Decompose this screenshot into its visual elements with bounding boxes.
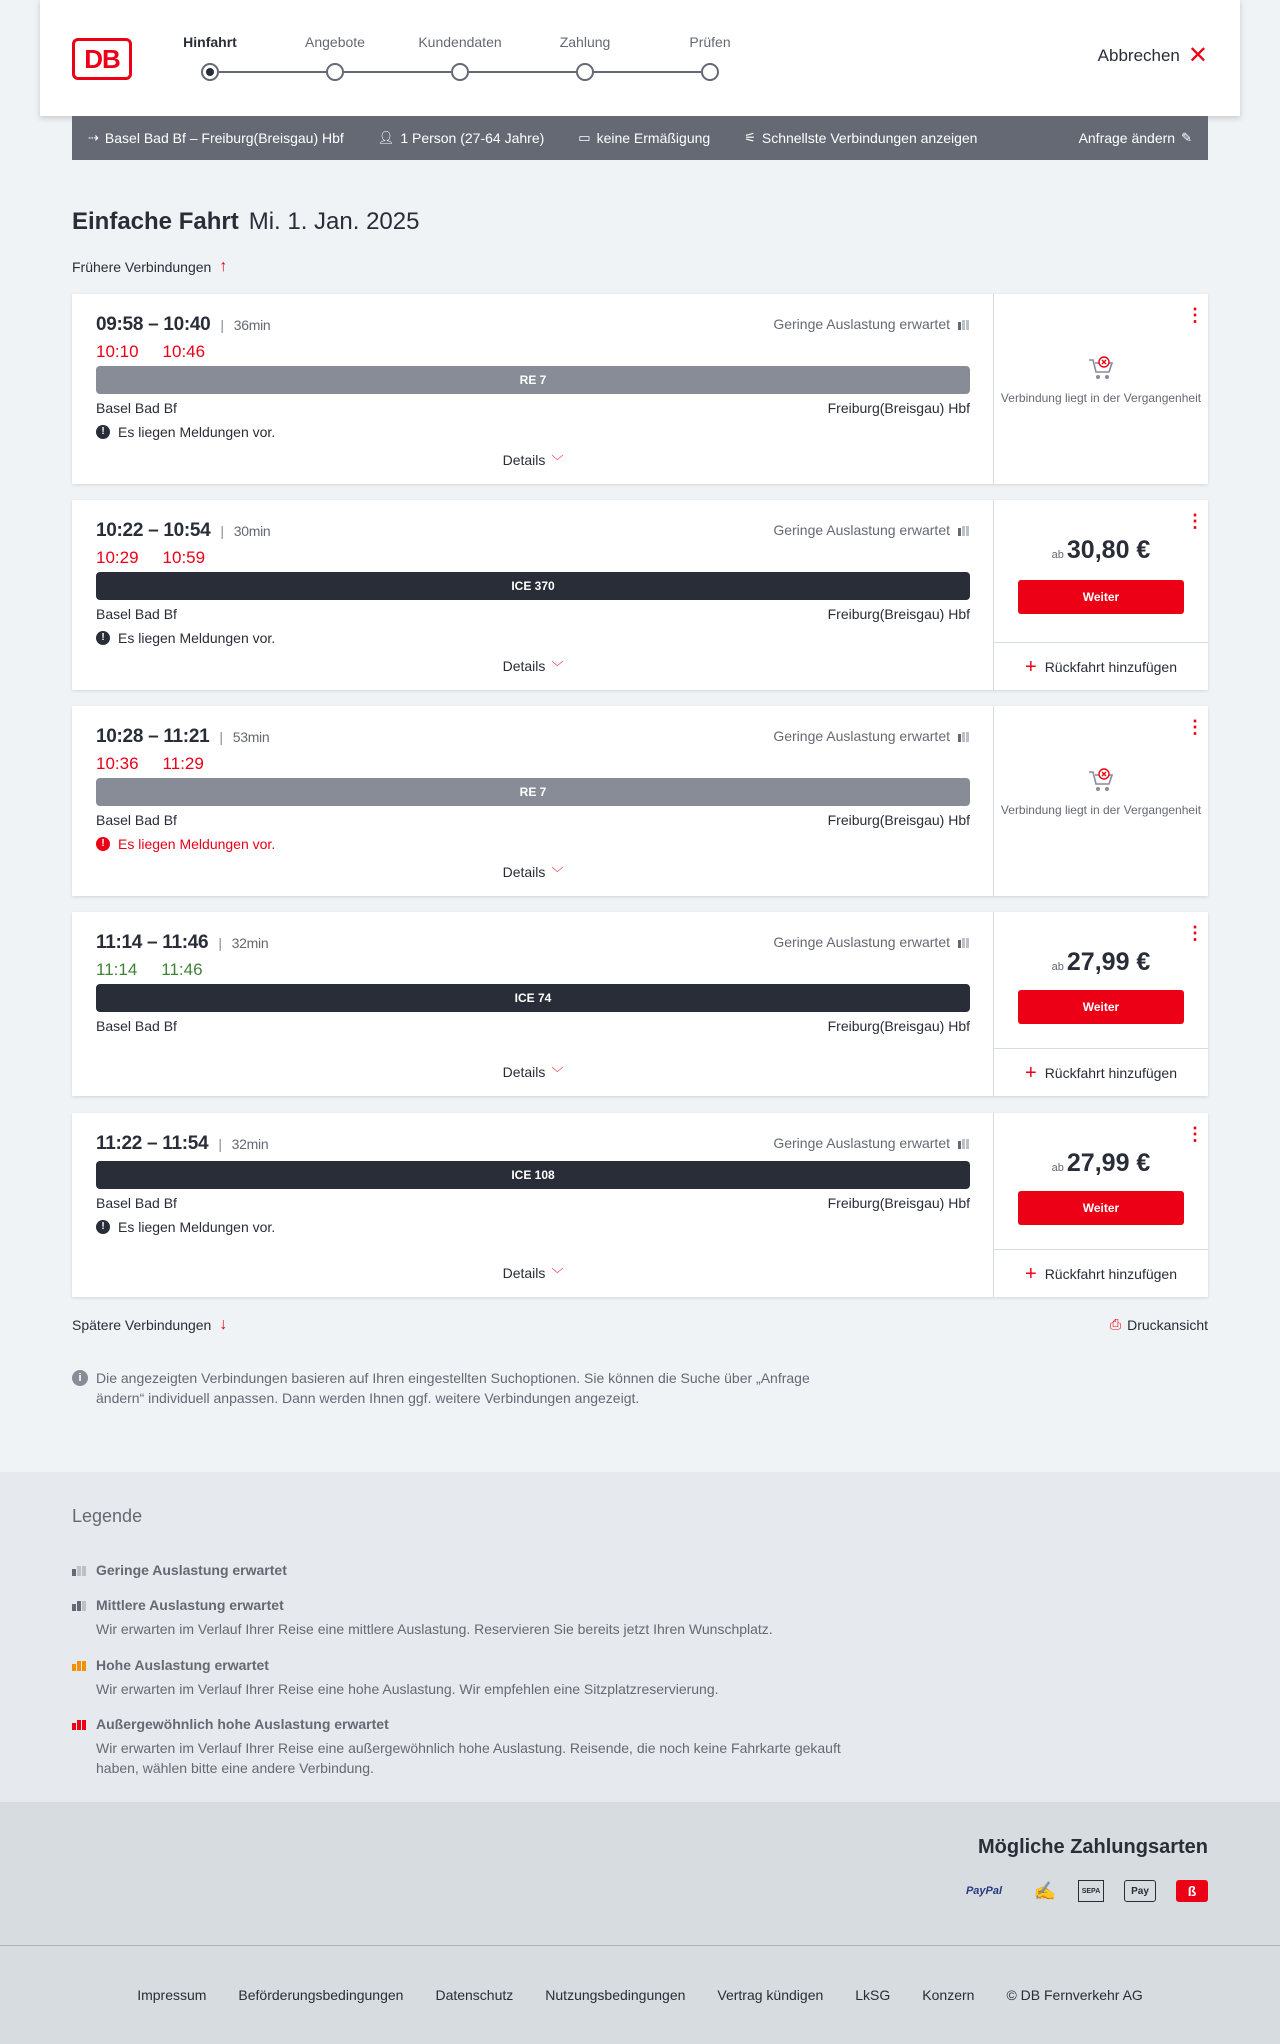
fastest-option[interactable]: [744, 130, 977, 146]
alert-icon: !: [96, 837, 110, 851]
occupancy-info: [773, 934, 969, 950]
step-dot: [326, 63, 344, 81]
connection-times: [96, 314, 270, 336]
realtime-times: [96, 960, 203, 980]
realtime-arrival: 10:59: [162, 548, 206, 567]
occupancy-low-icon: [958, 524, 969, 536]
occupancy-low-icon: [958, 318, 969, 330]
step-dot: [576, 63, 594, 81]
occupancy-low-icon: [958, 1137, 969, 1149]
payment-title: Mögliche Zahlungsarten: [977, 1836, 1208, 1858]
step-angebote: [275, 34, 395, 56]
direct-debit-icon: ✍: [1033, 1880, 1057, 1901]
payment-icons: [956, 1880, 1208, 1902]
realtime-departure: 10:36: [96, 754, 139, 773]
connection-times: [96, 932, 268, 954]
weiter-button[interactable]: Weiter: [1018, 580, 1184, 614]
header: [40, 0, 1240, 116]
price: [994, 536, 1208, 565]
destination-station: Freiburg(Breisgau) Hbf: [827, 400, 970, 416]
message-notice: [96, 424, 275, 440]
connection-offer: [994, 500, 1208, 690]
cart-unavailable-icon: [1087, 768, 1115, 794]
footer-link-nutzungsbedingungen[interactable]: Nutzungsbedingungen: [545, 1987, 686, 2003]
details-toggle[interactable]: [72, 864, 994, 881]
train-bar[interactable]: ICE 74: [96, 984, 970, 1012]
legend-title: Legende: [72, 1506, 143, 1526]
details-toggle[interactable]: [72, 1064, 994, 1081]
step-label: Angebote: [305, 34, 365, 50]
occupancy-mid-icon: [72, 1599, 88, 1611]
occupancy-info: [773, 728, 969, 744]
persons-text: 1 Person (27-64 Jahre): [400, 130, 545, 146]
connection-offer: [994, 706, 1208, 896]
step-label: Kundendaten: [418, 34, 502, 50]
cancel-label: Abbrechen: [1097, 46, 1180, 65]
add-return-button[interactable]: [994, 642, 1208, 690]
connection-offer: [994, 294, 1208, 484]
db-logo[interactable]: DB: [72, 38, 132, 80]
footer-link-vertrag-kuendigen[interactable]: Vertrag kündigen: [717, 1987, 824, 2003]
message-text: Es liegen Meldungen vor.: [118, 836, 276, 852]
planned-times: 10:22 – 10:54: [96, 520, 211, 541]
cart-unavailable-icon: [1087, 356, 1115, 382]
separator: |: [218, 935, 222, 951]
connection-main: [72, 912, 994, 1096]
arrow-down-icon: ↓: [219, 1316, 228, 1333]
booking-stepper: [180, 34, 780, 84]
details-toggle[interactable]: [72, 658, 994, 675]
duration: 32min: [231, 1136, 269, 1152]
past-text: Verbindung liegt in der Vergangenheit: [1000, 803, 1202, 817]
step-dot: [451, 63, 469, 81]
train-bar[interactable]: ICE 370: [96, 572, 970, 600]
legend-item-low: [72, 1562, 872, 1578]
connection-offer: [994, 1113, 1208, 1297]
return-label: Rückfahrt hinzufügen: [1044, 1064, 1177, 1081]
occupancy-extra-high-icon: [72, 1718, 88, 1730]
realtime-times: [96, 342, 205, 362]
origin-station: Basel Bad Bf: [96, 812, 177, 828]
cancel-button[interactable]: [1097, 42, 1208, 69]
price-prefix: ab: [1051, 549, 1064, 561]
later-label: Spätere Verbindungen: [72, 1317, 212, 1333]
printer-icon: ⎙: [1109, 1316, 1122, 1332]
step-label: Zahlung: [559, 34, 611, 50]
route-summary: [88, 130, 344, 146]
add-return-button[interactable]: [994, 1249, 1208, 1297]
separator: |: [220, 523, 224, 539]
connection-main: [72, 294, 994, 484]
chevron-down-icon: ﹀: [551, 660, 564, 674]
planned-times: 11:14 – 11:46: [96, 932, 209, 953]
apple-pay-icon: [1124, 1880, 1156, 1902]
earlier-connections-link[interactable]: [72, 258, 227, 276]
realtime-departure: 10:29: [96, 548, 139, 567]
return-label: Rückfahrt hinzufügen: [1044, 658, 1177, 675]
payment-methods-section: [0, 1802, 1280, 1946]
footer-link-lksg[interactable]: LkSG: [855, 1987, 891, 2003]
connection-main: [72, 706, 994, 896]
discount-text: keine Ermäßigung: [596, 130, 711, 146]
person-icon: 👤︎: [377, 130, 395, 145]
legend-item-desc: Wir erwarten im Verlauf Ihrer Reise eine hohe Auslastung. Wir empfehlen eine Sitzplatzreservierung.: [96, 1681, 719, 1697]
legend-item-extra: [72, 1716, 872, 1778]
step-pruefen: [650, 34, 770, 56]
print-label: Druckansicht: [1127, 1316, 1208, 1333]
step-hinfahrt[interactable]: [150, 34, 270, 56]
step-dot-active: [201, 63, 219, 81]
realtime-arrival: 11:29: [162, 754, 204, 773]
details-label: Details: [502, 658, 546, 674]
occupancy-text: Geringe Auslastung erwartet: [773, 522, 950, 538]
price: [994, 948, 1208, 977]
connection-offer: [994, 912, 1208, 1096]
plus-icon: +: [1025, 1262, 1037, 1285]
legend-item-mid: [72, 1597, 872, 1639]
planned-times: 11:22 – 11:54: [96, 1133, 209, 1154]
pencil-icon: ✎: [1181, 130, 1192, 145]
connection-card[interactable]: [72, 912, 1208, 1096]
legend-item-title: Geringe Auslastung erwartet: [96, 1562, 287, 1578]
stations: [96, 606, 970, 622]
duration: 36min: [233, 317, 271, 333]
fastest-text: Schnellste Verbindungen anzeigen: [761, 130, 978, 146]
destination-station: Freiburg(Breisgau) Hbf: [827, 812, 970, 828]
destination-station: Freiburg(Breisgau) Hbf: [827, 1018, 970, 1034]
discount-summary: [578, 130, 710, 146]
realtime-arrival: 10:46: [162, 342, 206, 361]
stations: [96, 812, 970, 828]
chevron-down-icon: ﹀: [551, 454, 564, 468]
trip-date: Mi. 1. Jan. 2025: [248, 208, 420, 235]
planned-times: 10:28 – 11:21: [96, 726, 210, 747]
arrow-up-icon: ↑: [219, 258, 228, 275]
connection-card[interactable]: [72, 294, 1208, 484]
connection-main: [72, 500, 994, 690]
connection-times: [96, 1133, 268, 1155]
origin-station: Basel Bad Bf: [96, 400, 177, 416]
details-label: Details: [502, 1265, 546, 1281]
footer-link-konzern[interactable]: Konzern: [922, 1987, 975, 2003]
legend-section: [0, 1472, 1280, 1802]
search-info-note: [72, 1368, 852, 1408]
sepa-icon: SEPA: [1078, 1880, 1104, 1902]
step-kundendaten: [400, 34, 520, 56]
message-text: Es liegen Meldungen vor.: [118, 1219, 276, 1235]
later-connections-link[interactable]: [72, 1316, 227, 1334]
alert-icon: !: [96, 631, 110, 645]
duration: 32min: [231, 935, 269, 951]
chevron-down-icon: ﹀: [551, 866, 564, 880]
arrow-right-icon: ⇢: [88, 130, 99, 145]
more-options-icon[interactable]: ⋮: [1186, 1124, 1204, 1144]
footer: [0, 1946, 1280, 2044]
step-label: Hinfahrt: [183, 34, 237, 50]
more-options-icon[interactable]: ⋮: [1186, 511, 1204, 531]
occupancy-low-icon: [72, 1564, 88, 1576]
occupancy-text: Geringe Auslastung erwartet: [773, 316, 950, 332]
more-options-icon[interactable]: ⋮: [1186, 923, 1204, 943]
price-prefix: ab: [1051, 961, 1064, 973]
card-icon: ▭: [578, 130, 591, 145]
more-options-icon[interactable]: ⋮: [1186, 717, 1204, 737]
stations: [96, 1018, 970, 1034]
occupancy-low-icon: [958, 936, 969, 948]
realtime-times: [96, 754, 204, 774]
realtime-departure: 10:10: [96, 342, 139, 361]
alert-icon: !: [96, 425, 110, 439]
train-bar[interactable]: RE 7: [96, 778, 970, 806]
occupancy-text: Geringe Auslastung erwartet: [773, 1135, 950, 1151]
legend-item-desc: Wir erwarten im Verlauf Ihrer Reise eine außergewöhnlich hohe Auslastung. Reisende, die noch keine Fahrkarte gekauft haben, wählen bitte eine andere Verbindung.: [96, 1740, 841, 1776]
occupancy-text: Geringe Auslastung erwartet: [773, 934, 950, 950]
price: [994, 1149, 1208, 1178]
duration: 30min: [233, 523, 271, 539]
info-text: Die angezeigten Verbindungen basieren auf Ihren eingestellten Suchoptionen. Sie können die Suche über „Anfrage ändern“ individuell anpassen. Dann werden Ihnen ggf. weitere Verbindungen angezeigt.: [96, 1370, 810, 1406]
connection-card[interactable]: [72, 1113, 1208, 1297]
footer-link-befoerderungsbedingungen[interactable]: Beförderungsbedingungen: [238, 1987, 404, 2003]
details-label: Details: [502, 864, 546, 880]
price-value: 27,99 €: [1066, 948, 1151, 976]
chevron-down-icon: ﹀: [551, 1267, 564, 1281]
legend-item-title: Hohe Auslastung erwartet: [96, 1657, 269, 1673]
legend-item-high: [72, 1657, 872, 1699]
alert-icon: !: [96, 1220, 110, 1234]
occupancy-high-icon: [72, 1659, 88, 1671]
connection-times: [96, 726, 269, 748]
footer-link-datenschutz[interactable]: Datenschutz: [435, 1987, 514, 2003]
planned-times: 09:58 – 10:40: [96, 314, 211, 335]
realtime-times: [96, 548, 205, 568]
weiter-button[interactable]: Weiter: [1018, 1191, 1184, 1225]
separator: |: [218, 1136, 222, 1152]
page-title: [72, 208, 419, 236]
plus-icon: +: [1025, 655, 1037, 678]
edit-search-label: Anfrage ändern: [1078, 130, 1176, 146]
separator: |: [219, 729, 223, 745]
occupancy-info: [773, 1135, 969, 1151]
details-label: Details: [502, 1064, 546, 1080]
persons-summary: [378, 130, 544, 146]
close-icon: ✕: [1187, 42, 1208, 69]
earlier-label: Frühere Verbindungen: [72, 259, 212, 275]
past-connection-notice: [994, 768, 1208, 818]
stations: [96, 400, 970, 416]
origin-station: Basel Bad Bf: [96, 606, 177, 622]
connection-main: [72, 1113, 994, 1297]
route-text: Basel Bad Bf – Freiburg(Breisgau) Hbf: [104, 130, 344, 146]
paypal-icon: PayPal: [965, 1885, 1003, 1897]
train-bar[interactable]: RE 7: [96, 366, 970, 394]
search-summary-bar: [72, 116, 1208, 160]
plus-icon: +: [1025, 1061, 1037, 1084]
connection-card[interactable]: [72, 706, 1208, 896]
realtime-departure: 11:14: [96, 960, 138, 979]
chevron-down-icon: ﹀: [551, 1066, 564, 1080]
step-zahlung: [525, 34, 645, 56]
footer-link-impressum[interactable]: Impressum: [137, 1987, 207, 2003]
stations: [96, 1195, 970, 1211]
realtime-arrival: 11:46: [161, 960, 203, 979]
footer-copyright: © DB Fernverkehr AG: [1006, 1987, 1143, 2003]
train-bar[interactable]: ICE 108: [96, 1161, 970, 1189]
price-value: 27,99 €: [1066, 1149, 1151, 1177]
duration: 53min: [232, 729, 270, 745]
past-text: Verbindung liegt in der Vergangenheit: [1000, 391, 1202, 405]
legend-item-title: Mittlere Auslastung erwartet: [96, 1597, 284, 1613]
return-label: Rückfahrt hinzufügen: [1044, 1265, 1177, 1282]
step-label: Prüfen: [689, 34, 731, 50]
message-notice: [96, 836, 275, 852]
print-view-link[interactable]: [1110, 1316, 1208, 1333]
past-connection-notice: [994, 356, 1208, 406]
weiter-button[interactable]: Weiter: [1018, 990, 1184, 1024]
apple-pay-label: Pay: [1131, 1885, 1149, 1897]
destination-station: Freiburg(Breisgau) Hbf: [827, 1195, 970, 1211]
destination-station: Freiburg(Breisgau) Hbf: [827, 606, 970, 622]
origin-station: Basel Bad Bf: [96, 1195, 177, 1211]
separator: |: [220, 317, 224, 333]
occupancy-low-icon: [958, 730, 969, 742]
message-text: Es liegen Meldungen vor.: [118, 630, 276, 646]
occupancy-info: [773, 522, 969, 538]
details-toggle[interactable]: [72, 1265, 994, 1282]
trip-type: Einfache Fahrt: [72, 208, 239, 235]
message-notice: [96, 1219, 275, 1235]
legend-item-title: Außergewöhnlich hohe Auslastung erwartet: [96, 1716, 389, 1732]
origin-station: Basel Bad Bf: [96, 1018, 177, 1034]
connection-times: [96, 520, 270, 542]
message-text: Es liegen Meldungen vor.: [118, 424, 276, 440]
details-toggle[interactable]: [72, 452, 994, 469]
price-value: 30,80 €: [1066, 536, 1151, 564]
filter-icon: ⚟: [744, 130, 756, 145]
message-notice: [96, 630, 275, 646]
db-bahncard-icon: ß: [1176, 1880, 1208, 1902]
add-return-button[interactable]: [994, 1048, 1208, 1096]
price-prefix: ab: [1051, 1162, 1064, 1174]
info-icon: i: [72, 1370, 88, 1386]
details-label: Details: [502, 452, 546, 468]
occupancy-info: [773, 316, 969, 332]
connection-card[interactable]: [72, 500, 1208, 690]
more-options-icon[interactable]: ⋮: [1186, 305, 1204, 325]
edit-search-button[interactable]: [1079, 130, 1192, 146]
legend-item-desc: Wir erwarten im Verlauf Ihrer Reise eine mittlere Auslastung. Reservieren Sie bereits jetzt Ihren Wunschplatz.: [96, 1621, 773, 1637]
occupancy-text: Geringe Auslastung erwartet: [773, 728, 950, 744]
step-dot: [701, 63, 719, 81]
